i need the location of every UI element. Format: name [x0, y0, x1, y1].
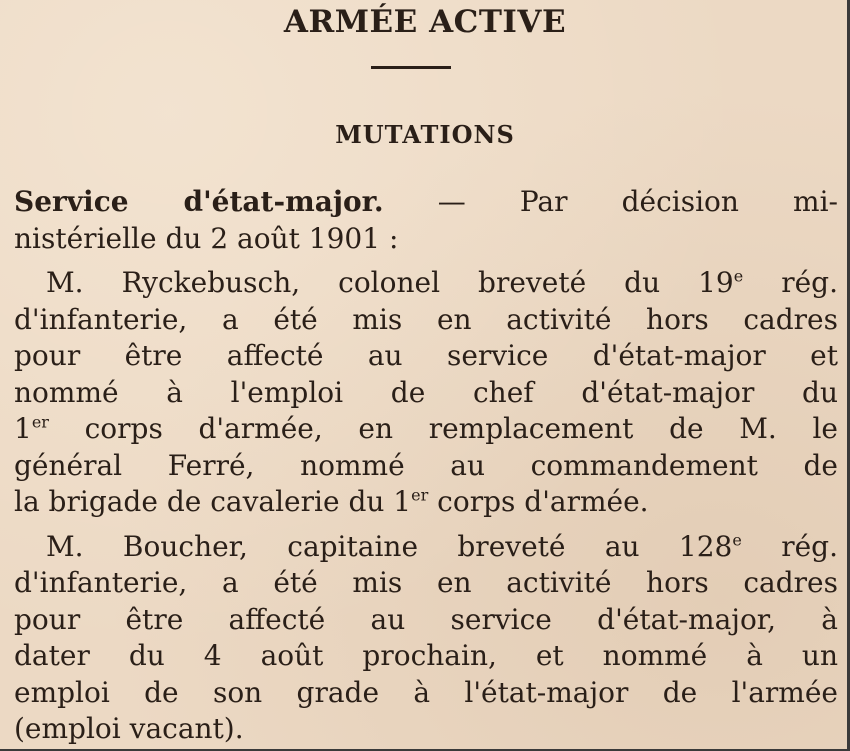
- p1-line-1: [14, 265, 838, 302]
- p1-line-5-sup: er: [31, 412, 49, 432]
- section-subheading: MUTATIONS: [335, 120, 515, 149]
- p2-line-2: d'infanterie, a été mis en activité hors cadres: [14, 566, 838, 599]
- p1-line-5-text: corps d'armée, en remplacement de M. le: [48, 412, 838, 445]
- article-body: [14, 184, 838, 748]
- heading-rule: [371, 66, 451, 69]
- p2-line-5: emploi de son grade à l'état-major de l'armée: [14, 675, 838, 709]
- p1-line-7-post: corps d'armée.: [428, 485, 649, 518]
- p1-line-1-post: rég.: [743, 266, 838, 299]
- p2-line-1-text: M. Boucher, capitaine breveté au 128: [46, 529, 733, 563]
- p2-line-1-sup: e: [732, 530, 742, 550]
- intro-line-2: nistérielle du 2 août 1901 :: [14, 221, 399, 255]
- p2-line-1: [14, 529, 838, 566]
- intro-line-1: [14, 184, 838, 221]
- p1-line-5: [14, 411, 838, 448]
- p1-line-7-sup: er: [411, 485, 429, 505]
- p1-line-3: pour être affecté au service d'état-major et: [14, 339, 838, 372]
- paragraph-gap: [14, 257, 838, 265]
- p2-line-4: dater du 4 août prochain, et nommé à un: [14, 639, 838, 672]
- p1-line-1-sup: e: [733, 266, 744, 286]
- p2-line-6: (emploi vacant).: [14, 712, 244, 745]
- p1-line-5-num: 1: [14, 412, 32, 445]
- p1-line-7-text: la brigade de cavalerie du 1: [14, 485, 412, 518]
- p2-line-3: pour être affecté au service d'état-major, à: [14, 602, 838, 636]
- p1-line-7: [14, 484, 838, 521]
- p2-line-1-post: rég.: [741, 529, 838, 563]
- p1-line-6: général Ferré, nommé au commandement de: [14, 448, 838, 482]
- section-heading: ARMÉE ACTIVE: [283, 4, 567, 40]
- paragraph-gap: [14, 521, 838, 529]
- intro-line-1-rest: — Par décision mi-: [437, 185, 838, 218]
- p1-line-2: d'infanterie, a été mis en activité hors cadres: [14, 302, 838, 336]
- intro-title: Service d'état-major.: [14, 185, 384, 218]
- p1-line-1-text: M. Ryckebusch, colonel breveté du 19: [46, 266, 734, 299]
- p1-line-4: nommé à l'emploi de chef d'état-major du: [14, 375, 838, 409]
